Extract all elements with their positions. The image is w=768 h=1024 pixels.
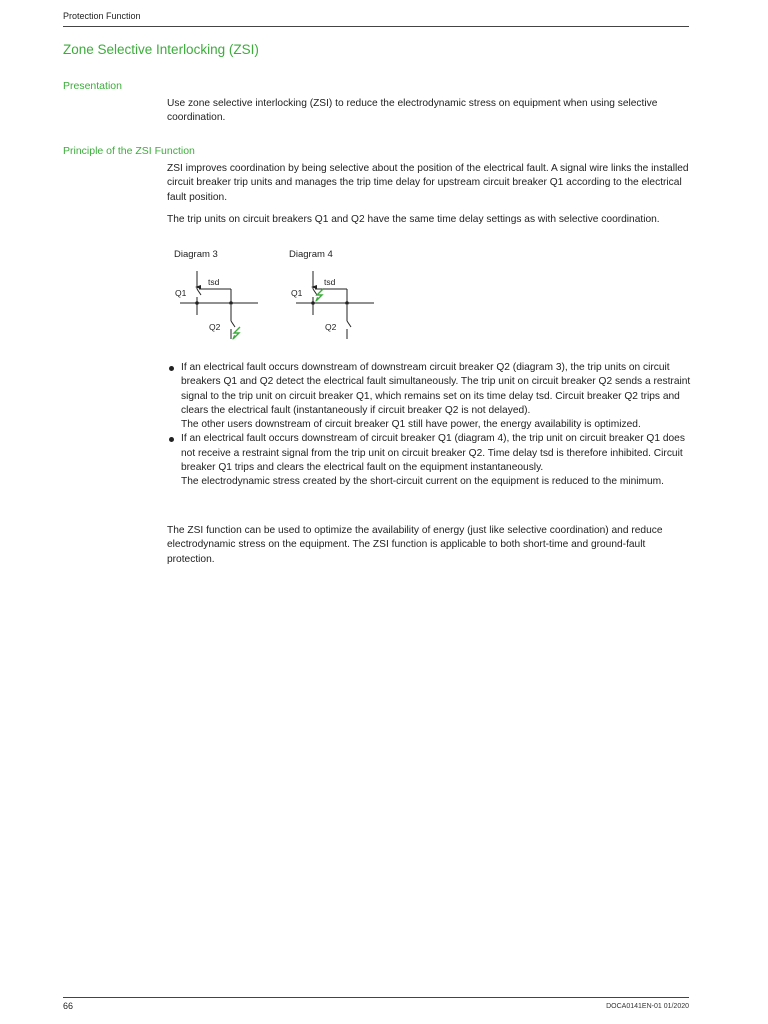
section-heading-presentation: Presentation: [63, 80, 122, 92]
diagram-3-tsd-label: tsd: [208, 277, 220, 287]
list-item: [167, 432, 693, 489]
bullet-note: The electrodynamic stress created by the short-circuit current on the equipment is reduced to the minimum.: [181, 476, 664, 488]
zsi-diagrams: [170, 249, 390, 344]
diagram-3-label: Diagram 3: [174, 249, 218, 260]
principle-paragraph: ZSI improves coordination by being selective about the position of the electrical fault. A signal wire links the installed circuit breaker trip units and manages the trip time delay for upstream circuit breaker Q1 according to the electrical fault position.: [167, 163, 689, 203]
footer-rule: [63, 997, 689, 998]
page-title: Zone Selective Interlocking (ZSI): [63, 42, 259, 57]
diagram-3: [170, 259, 270, 349]
bullet-dot-icon: [169, 366, 174, 371]
bullet-dot-icon: [169, 437, 174, 442]
presentation-body: [167, 97, 693, 126]
doc-reference: DOCA0141EN-01 01/2020: [606, 1003, 689, 1010]
principle-body: [167, 162, 693, 227]
closing-body: [167, 524, 693, 567]
bullet-text: If an electrical fault occurs downstream of downstream circuit breaker Q2 (diagram 3), the trip units on circuit breakers Q1 and Q2 detect the electrical fault simultaneously. The trip unit on circuit breaker Q2 sends a restraint signal to the trip unit on circuit breaker Q1, which remains set on its time delay tsd. Circuit breaker Q2 trips and clears the electrical fault (instantaneously if circuit breaker Q2 is not delayed).: [181, 362, 691, 416]
section-heading-principle: Principle of the ZSI Function: [63, 145, 195, 157]
diagram-4-label: Diagram 4: [289, 249, 333, 260]
bullet-list: [167, 361, 693, 490]
presentation-paragraph: Use zone selective interlocking (ZSI) to reduce the electrodynamic stress on equipment when using selective coordination.: [167, 98, 658, 124]
diagram-4: [286, 259, 386, 349]
header-rule: [63, 26, 689, 27]
principle-paragraph: The trip units on circuit breakers Q1 and Q2 have the same time delay settings as with selective coordination.: [167, 213, 660, 225]
diagram-4-tsd-label: tsd: [324, 277, 336, 287]
diagram-4-q2-label: Q2: [325, 322, 337, 332]
running-head: Protection Function: [63, 11, 141, 21]
page-number: 66: [63, 1001, 74, 1011]
bullet-text: If an electrical fault occurs downstream of circuit breaker Q1 (diagram 4), the trip unit on circuit breaker Q1 does not receive a restraint signal from the trip unit on circuit breaker Q2. Time delay tsd is therefore inhibited. Circuit breaker Q1 trips and clears the electrical fault on the equipment instantaneously.: [181, 433, 685, 474]
diagram-3-q2-label: Q2: [209, 322, 221, 332]
closing-paragraph: The ZSI function can be used to optimize the availability of energy (just like selective coordination) and reduce electrodynamic stress on the equipment. The ZSI function is applicable to both short-time and ground-fault protection.: [167, 525, 663, 565]
diagram-3-q1-label: Q1: [175, 288, 187, 298]
diagram-4-q1-label: Q1: [291, 288, 303, 298]
list-item: [167, 361, 693, 432]
bullet-note: The other users downstream of circuit breaker Q1 still have power, the energy availability is optimized.: [181, 419, 641, 431]
